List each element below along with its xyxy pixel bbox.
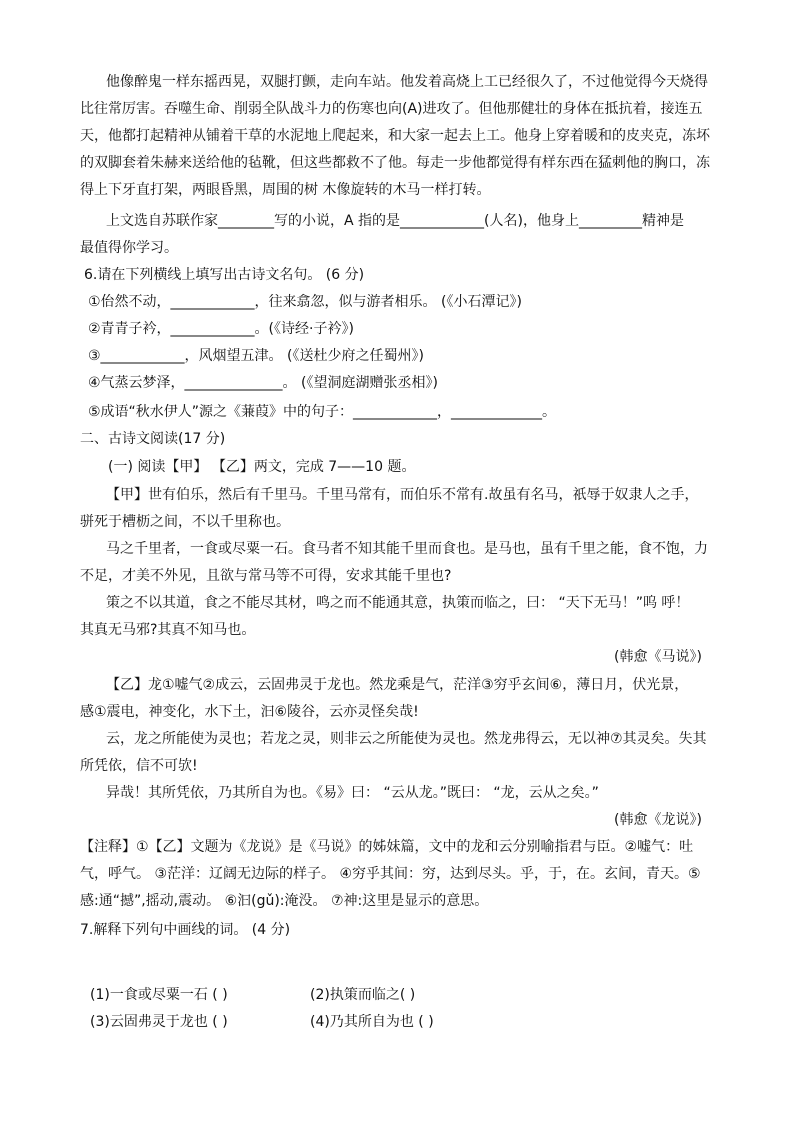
passage-line: 得上下牙直打架，两眼昏黑，周围的树 木像旋转的木马一样打转。 xyxy=(80,182,491,198)
question-6-item: ③____________，风烟望五津。 (《送杜少府之任蜀州》) xyxy=(88,348,424,364)
question-7-item: (1)一食或尽粟一石 ( ) xyxy=(90,987,228,1003)
text-jia-line: 马之千里者，一食或尽粟一石。食马者不知其能千里而食也。是马也，虽有千里之能，食不饱，力 xyxy=(106,541,708,557)
notes-line: 感:通“撼”,摇动,震动。 ⑥汩(gǔ):淹没。 ⑦神:这里是显示的意思。 xyxy=(80,893,489,909)
question-5-line: 最值得你学习。 xyxy=(80,240,178,256)
text-jia-line: 其真无马邪?其真不知马也。 xyxy=(80,622,256,638)
question-7-item: (4)乃其所自为也 ( ) xyxy=(310,1014,434,1030)
text-yi-line: 感①震电，神变化，水下土，汩⑥陵谷，云亦灵怪矣哉! xyxy=(80,704,419,720)
text-jia-line: 骈死于槽枥之间，不以千里称也。 xyxy=(80,514,290,530)
question-5-line: 上文选自苏联作家________写的小说，A 指的是____________(人名)，他身上_________精神是 xyxy=(106,213,684,229)
source-citation: (韩愈《马说》) xyxy=(614,649,702,665)
section-heading: 二、古诗文阅读(17 分) xyxy=(80,431,226,447)
subsection-heading: (一) 阅读【甲】 【乙】两文，完成 7——10 题。 xyxy=(108,459,416,475)
text-yi-line: 【乙】龙①嘘气②成云，云固弗灵于龙也。然龙乘是气，茫洋③穷乎玄间⑥，薄日月，伏光景， xyxy=(106,677,689,693)
passage-line: 天，他都打起精神从铺着干草的水泥地上爬起来，和大家一起去上工。他身上穿着暖和的皮夹克，冻坏 xyxy=(80,128,710,144)
source-citation: (韩愈《龙说》) xyxy=(614,812,702,828)
question-7-item: (2)执策而临之( ) xyxy=(310,987,416,1003)
text-jia-line: 不足，才美不外见，且欲与常马等不可得，安求其能千里也? xyxy=(80,568,452,584)
text-yi-line: 云，龙之所能使为灵也；若龙之灵，则非云之所能使为灵也。然龙弗得云，无以神⑦其灵矣。失其 xyxy=(106,731,707,747)
question-7-item: (3)云固弗灵于龙也 ( ) xyxy=(90,1014,228,1030)
notes-line: 【注释】①【乙】文题为《龙说》是《马说》的姊妹篇，文中的龙和云分别喻指君与臣。②嘘气：吐 xyxy=(80,839,694,855)
question-6-item: ⑤成语“秋水伊人”源之《蒹葭》中的句子：____________，_____________。 xyxy=(88,404,557,420)
notes-line: 气，呼气。 ③茫洋：辽阔无边际的样子。 ④穷乎其间：穷，达到尽头。乎，于，在。玄间，青天。⑤ xyxy=(80,866,701,882)
text-jia-line: 【甲】世有伯乐，然后有千里马。千里马常有，而伯乐不常有.故虽有名马，祇辱于奴隶人之手， xyxy=(106,487,699,503)
question-6-title: 6.请在下列横线上填写出古诗文名句。 (6 分) xyxy=(84,267,365,283)
text-jia-line: 策之不以其道，食之不能尽其材，鸣之而不能通其意，执策而临之，曰： “天下无马！”呜 呼！ xyxy=(106,595,690,611)
question-6-item: ②青青子衿，____________。(《诗经·子衿》) xyxy=(88,321,354,337)
passage-line: 他像醉鬼一样东摇西晃，双腿打颤，走向车站。他发着高烧上工已经很久了，不过他觉得今天烧得 xyxy=(106,74,708,90)
question-6-item: ④气蒸云梦泽，______________。 (《望洞庭湖赠张丞相》) xyxy=(88,375,438,391)
passage-line: 比往常厉害。吞噬生命、削弱全队战斗力的伤寒也向(A)进攻了。但他那健壮的身体在抵抗着，接连五 xyxy=(80,101,703,117)
text-yi-line: 所凭依，信不可欤! xyxy=(80,758,198,774)
question-6-item: ①佁然不动，____________，往来翕忽，似与游者相乐。 (《小石潭记》) xyxy=(88,294,522,310)
text-yi-line: 异哉！其所凭依，乃其所自为也。《易》曰： “云从龙。”既曰： “龙，云从之矣。” xyxy=(106,785,599,801)
question-7-title: 7.解释下列句中画线的词。 (4 分) xyxy=(80,922,291,938)
passage-line: 的双脚套着朱赫来送给他的毡靴，但这些都救不了他。每走一步他都觉得有样东西在猛刺他的胸口，冻 xyxy=(80,155,710,171)
